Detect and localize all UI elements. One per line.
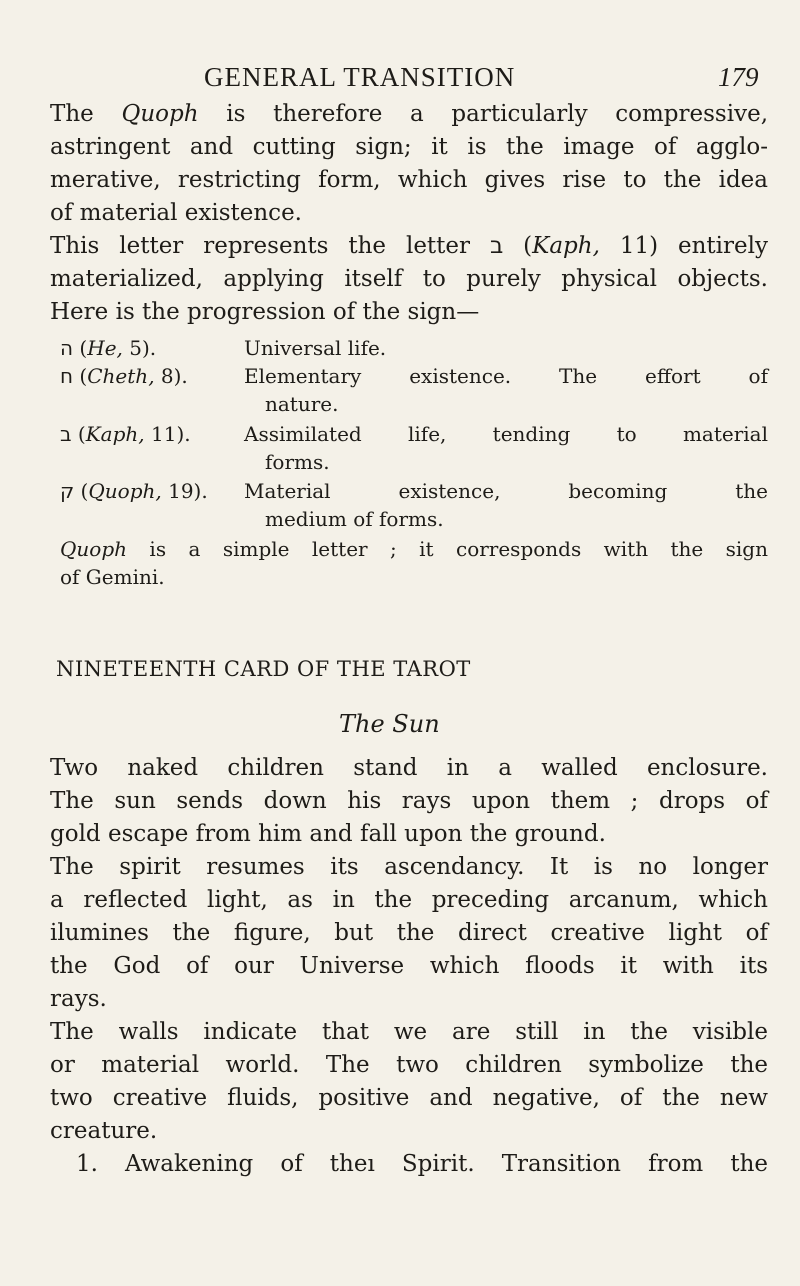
progression-item-3-desc: Assimilated life, tending to material xyxy=(244,422,768,446)
intro-line-6: materialized, applying itself to purely physical objects. xyxy=(50,266,768,292)
body-line-3: gold escape from him and fall upon the ground. xyxy=(50,821,606,847)
page-number: 179 xyxy=(718,62,759,92)
body-line-8: rays. xyxy=(50,986,107,1012)
body-line-7: the God of our Universe which floods it with its xyxy=(50,953,768,979)
intro-line-4: of material existence. xyxy=(50,200,302,226)
body-line-2: The sun sends down his rays upon them ; drops of xyxy=(50,788,768,814)
section-heading: NINETEENTH CARD OF THE TAROT xyxy=(56,657,471,681)
body-line-13: 1. Awakening of theı Spirit. Transition from the xyxy=(76,1151,768,1177)
progression-item-2-desc-cont: nature. xyxy=(265,392,339,416)
body-line-1: Two naked children stand in a walled enclosure. xyxy=(50,755,768,781)
running-header: GENERAL TRANSITION xyxy=(204,62,516,92)
body-line-12: creature. xyxy=(50,1118,158,1144)
intro-line-3: merative, restricting form, which gives rise to the idea xyxy=(50,167,768,193)
quoph-note-line-2: of Gemini. xyxy=(60,565,165,589)
progression-item-3-desc-cont: forms. xyxy=(265,450,330,474)
progression-item-4-desc: Material existence, becoming the xyxy=(244,479,768,503)
section-subtitle: The Sun xyxy=(339,710,440,738)
progression-item-4-desc-cont: medium of forms. xyxy=(265,507,444,531)
intro-line-1: The Quoph is therefore a particularly compressive, xyxy=(50,101,769,127)
progression-item-4-letter: ק (Quoph, 19). xyxy=(60,479,208,503)
progression-item-2-letter: ח (Cheth, 8). xyxy=(60,364,188,388)
body-line-5: a reflected light, as in the preceding arcanum, which xyxy=(50,887,768,913)
body-line-11: two creative fluids, positive and negative, of the new xyxy=(50,1085,768,1111)
intro-line-7: Here is the progression of the sign— xyxy=(50,299,480,325)
body-line-6: ilumines the figure, but the direct creative light of xyxy=(50,920,768,946)
progression-item-2-desc: Elementary existence. The effort of xyxy=(244,364,768,388)
intro-line-2: astringent and cutting sign; it is the image of agglo- xyxy=(50,134,768,160)
hebrew-letter-kaph: ב xyxy=(489,233,504,259)
intro-line-5: This letter represents the letter ב (Kaph, 11) entirely xyxy=(50,233,768,259)
progression-item-3-letter: ב (Kaph, 11). xyxy=(60,422,191,446)
body-line-4: The spirit resumes its ascendancy. It is no longer xyxy=(50,854,768,880)
body-line-9: The walls indicate that we are still in the visible xyxy=(50,1019,768,1045)
body-line-10: or material world. The two children symbolize the xyxy=(50,1052,768,1078)
quoph-note-line-1: Quoph is a simple letter ; it corresponds with the sign xyxy=(60,537,768,561)
progression-item-1-letter: ה (He, 5). xyxy=(60,336,157,360)
progression-item-1-desc: Universal life. xyxy=(244,336,387,360)
